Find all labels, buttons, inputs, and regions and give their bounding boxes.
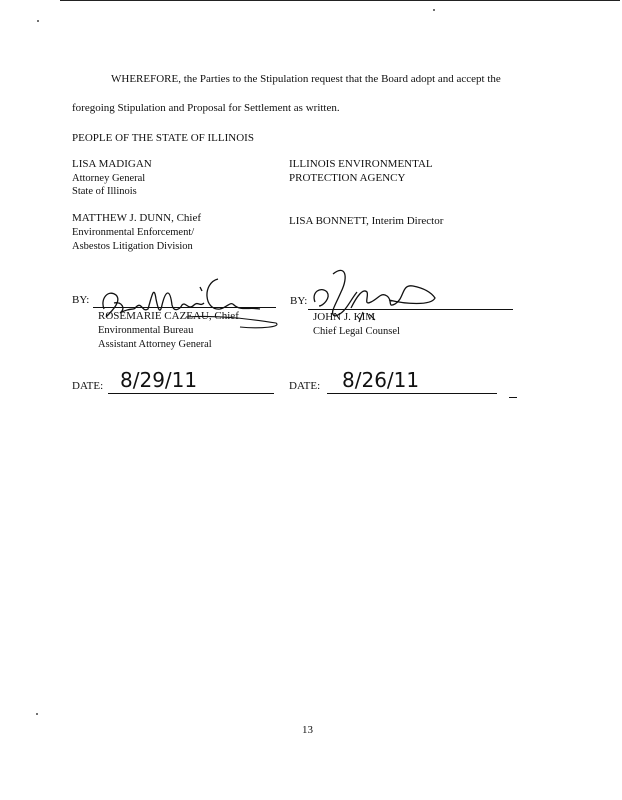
division-line-2: Asbestos Litigation Division: [72, 241, 193, 252]
agency-name-line-1: ILLINOIS ENVIRONMENTAL: [289, 158, 433, 170]
body-line-1: WHEREFORE, the Parties to the Stipulation request that the Board adopt and accept the: [111, 73, 501, 85]
left-signer-title-1: Environmental Bureau: [98, 325, 194, 336]
chief-name: MATTHEW J. DUNN, Chief: [72, 212, 202, 224]
people-heading: PEOPLE OF THE STATE OF ILLINOIS: [72, 132, 254, 144]
left-date-line: [108, 393, 274, 394]
stray-mark: [509, 397, 517, 398]
right-date-handwritten: 8/26/11: [342, 368, 420, 392]
scan-speck: [37, 20, 39, 22]
left-date-label: DATE:: [72, 380, 104, 392]
right-by-label: BY:: [290, 295, 308, 307]
attorney-general-title: Attorney General: [72, 173, 146, 184]
right-signer-title: Chief Legal Counsel: [313, 326, 400, 337]
scan-speck: [36, 713, 38, 715]
scan-speck: [433, 9, 435, 11]
page-number: 13: [302, 724, 313, 736]
interim-director: LISA BONNETT, Interim Director: [289, 215, 444, 227]
body-line-2: foregoing Stipulation and Proposal for Settlement as written.: [72, 102, 340, 114]
agency-name-line-2: PROTECTION AGENCY: [289, 172, 406, 184]
left-by-label: BY:: [72, 294, 90, 306]
left-signer-title-2: Assistant Attorney General: [98, 339, 212, 350]
right-date-line: [327, 393, 497, 394]
attorney-general-name: LISA MADIGAN: [72, 158, 152, 170]
state-label: State of Illinois: [72, 186, 137, 197]
division-line-1: Environmental Enforcement/: [72, 227, 195, 238]
left-date-handwritten: 8/29/11: [120, 368, 198, 392]
right-date-label: DATE:: [289, 380, 321, 392]
top-edge-line: [60, 0, 620, 1]
left-signer-name: ROSEMARIE CAZEAU, Chief: [98, 310, 239, 322]
right-signer-name: JOHN J. KIM: [313, 311, 376, 323]
